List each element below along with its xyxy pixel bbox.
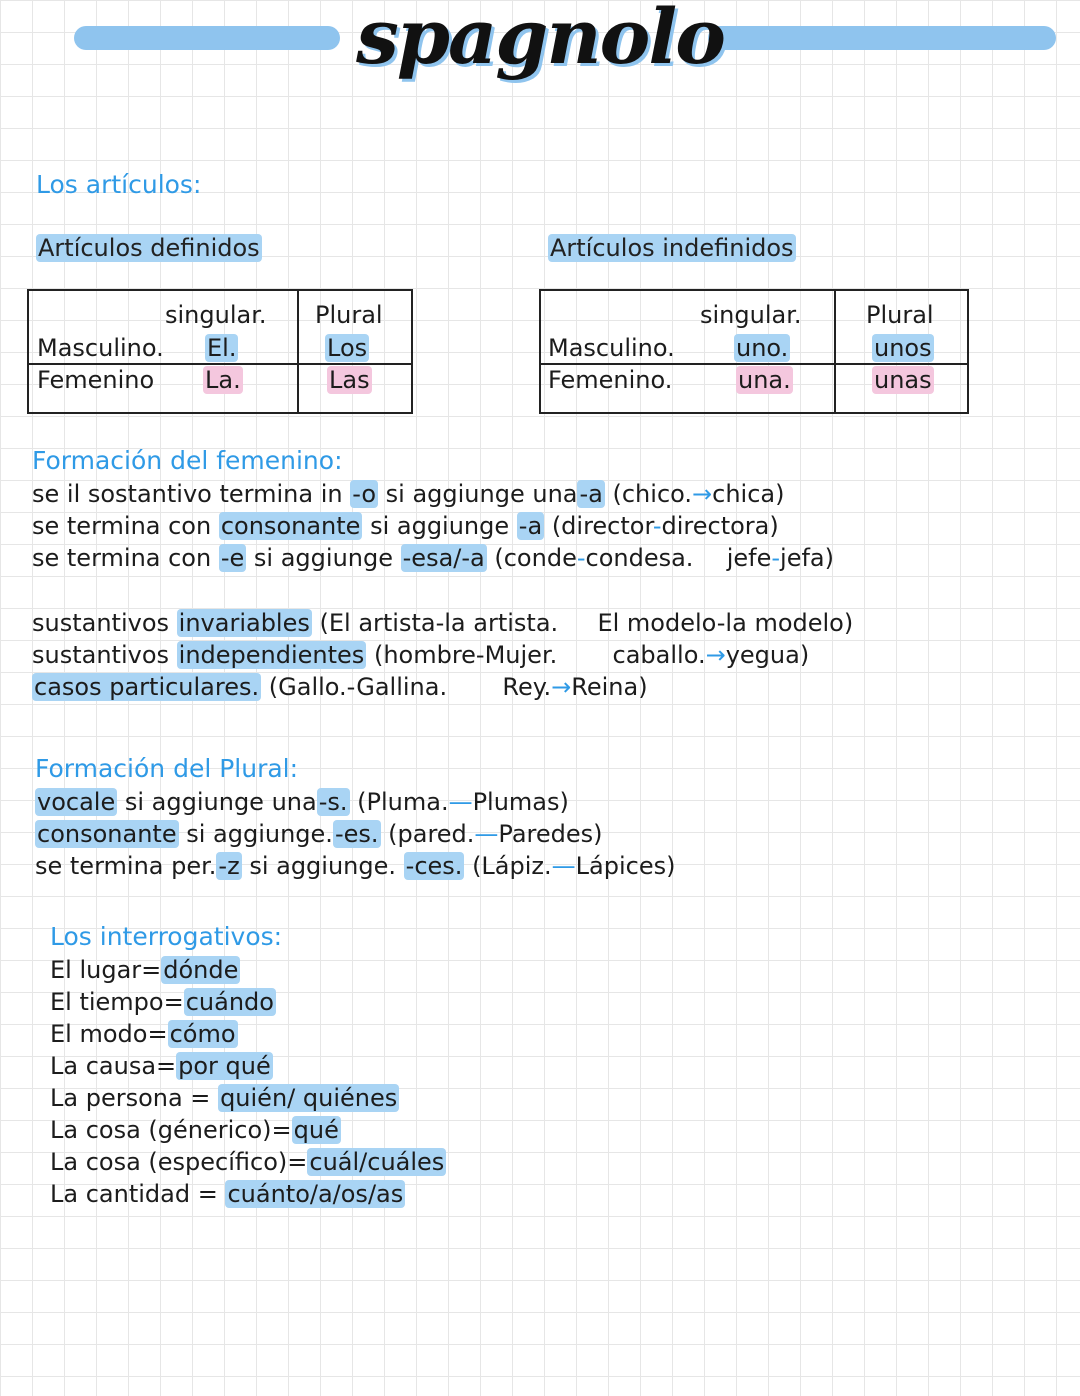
femenino-line-2 [32,510,779,542]
highlight: cómo [169,1020,236,1048]
text: si aggiunge [253,544,393,572]
text: (El artista-la artista. [319,609,559,637]
text: jefa) [780,544,834,572]
plural-heading: Formación del Plural: [35,754,299,783]
highlight: casos particulares. [34,673,260,701]
highlight: qué [293,1116,339,1144]
text: se il sostantivo termina in [32,480,343,508]
highlight: -es. [334,820,379,848]
definidos-col-singular: singular. [165,301,267,329]
definidos-el: El. [207,334,237,362]
interrogativo-item [50,986,276,1018]
text: yegua) [725,641,810,669]
highlight: -ces. [405,852,463,880]
text: chica) [712,480,785,508]
interrogativo-item [50,1114,341,1146]
text: si aggiunge una [385,480,578,508]
interrogativo-item [50,1146,446,1178]
interrogativo-item [50,954,240,986]
text: Paredes) [498,820,603,848]
text: El modelo-la modelo) [597,609,854,637]
interrogativo-item [50,1178,405,1210]
indefinidos-row1-plural [872,332,934,364]
indefinidos-table-divider-v [834,289,836,414]
sustantivos-line-2 [32,639,809,671]
text: si aggiunge. [249,852,397,880]
interrogativo-item [50,1050,273,1082]
highlight: consonante [220,512,361,540]
text: si aggiunge. [186,820,333,848]
text: se termina per. [35,852,217,880]
text: Rey. [502,673,552,701]
text: Reina) [571,673,648,701]
text: La persona = [50,1084,211,1112]
definidos-table-divider-v [297,289,299,414]
femenino-line-3 [32,542,834,574]
indefinidos-col-singular: singular. [700,301,802,329]
highlight: -a [579,480,603,508]
highlight: vocale [37,788,116,816]
text: El lugar= [50,956,162,984]
highlight: consonante [37,820,177,848]
highlight: -s. [318,788,348,816]
interrogativos-heading: Los interrogativos: [50,922,283,951]
definidos-row2-plural [327,364,372,396]
text: caballo. [612,641,706,669]
text: (Lápiz. [472,852,552,880]
plural-line-2 [35,818,603,850]
indefinidos-row2-singular [736,364,793,396]
text: sustantivos [32,609,170,637]
highlight: quién/ quiénes [220,1084,398,1112]
text: se termina con [32,512,212,540]
femenino-heading: Formación del femenino: [32,446,343,475]
indefinidos-row2-label: Femenino. [548,366,673,394]
highlight: cuándo [185,988,274,1016]
indefinidos-row2-plural [872,364,934,396]
arrow-icon: → [551,673,572,701]
highlight: -z [218,852,240,880]
text: Lápices) [575,852,676,880]
indefinidos-col-plural: Plural [866,301,934,329]
indefinidos-una: una. [738,366,791,394]
indefinidos-unos: unos [874,334,932,362]
text: (director [551,512,653,540]
definidos-row2-singular [203,364,243,396]
highlight: dónde [163,956,239,984]
text: sustantivos [32,641,170,669]
highlight: -esa/-a [402,544,485,572]
definidos-row1-singular [205,332,238,364]
articulos-heading: Los artículos: [36,170,202,199]
text: jefe [726,544,772,572]
highlight: -a [518,512,543,540]
title-decoration-left [74,26,340,50]
dash-icon: - [771,544,781,572]
dash-icon: — [551,852,576,880]
text: La cosa (específico)= [50,1148,308,1176]
plural-line-1 [35,786,569,818]
text: La cosa (génerico)= [50,1116,292,1144]
text: La causa= [50,1052,177,1080]
text: se termina con [32,544,212,572]
interrogativo-item [50,1018,238,1050]
text: directora) [661,512,779,540]
plural-line-3 [35,850,675,882]
text: (hombre-Mujer. [373,641,558,669]
text: El tiempo= [50,988,184,1016]
dash-icon: - [652,512,662,540]
highlight: -e [220,544,245,572]
highlight: -o [352,480,377,508]
text: Plumas) [472,788,569,816]
definidos-la: La. [205,366,241,394]
title-decoration-right [708,26,1056,50]
indefinidos-unas: unas [874,366,932,394]
arrow-icon: → [705,641,726,669]
dash-icon: — [474,820,499,848]
text: (Pluma. [357,788,449,816]
definidos-heading-text: Artículos definidos [38,234,260,262]
text: (pared. [388,820,475,848]
text: si aggiunge una [124,788,317,816]
definidos-col-plural: Plural [315,301,383,329]
definidos-row2-label: Femenino [37,366,155,394]
indefinidos-heading-text: Artículos indefinidos [550,234,794,262]
definidos-row1-label: Masculino. [37,334,164,362]
indefinidos-uno: uno. [736,334,789,362]
definidos-heading [36,234,262,262]
definidos-las: Las [329,366,370,394]
text: condesa. [585,544,694,572]
indefinidos-row1-label: Masculino. [548,334,675,362]
highlight: invariables [178,609,310,637]
sustantivos-line-1 [32,607,853,639]
text: (Gallo.-Gallina. [268,673,448,701]
indefinidos-heading [548,234,796,262]
sustantivos-line-3 [32,671,648,703]
text: El modo= [50,1020,168,1048]
page-title: spagnolo [356,0,724,81]
dash-icon: — [448,788,473,816]
highlight: cuánto/a/os/as [227,1180,404,1208]
highlight: por qué [178,1052,271,1080]
highlight: independientes [178,641,365,669]
definidos-row1-plural [325,332,369,364]
text: si aggiunge [370,512,510,540]
highlight: cuál/cuáles [309,1148,445,1176]
femenino-line-1 [32,478,784,510]
text: (conde [494,544,577,572]
text: (chico. [612,480,693,508]
definidos-los: Los [327,334,368,362]
interrogativo-item [50,1082,399,1114]
dash-icon: - [576,544,586,572]
arrow-icon: → [692,480,713,508]
text: La cantidad = [50,1180,218,1208]
indefinidos-row1-singular [734,332,790,364]
